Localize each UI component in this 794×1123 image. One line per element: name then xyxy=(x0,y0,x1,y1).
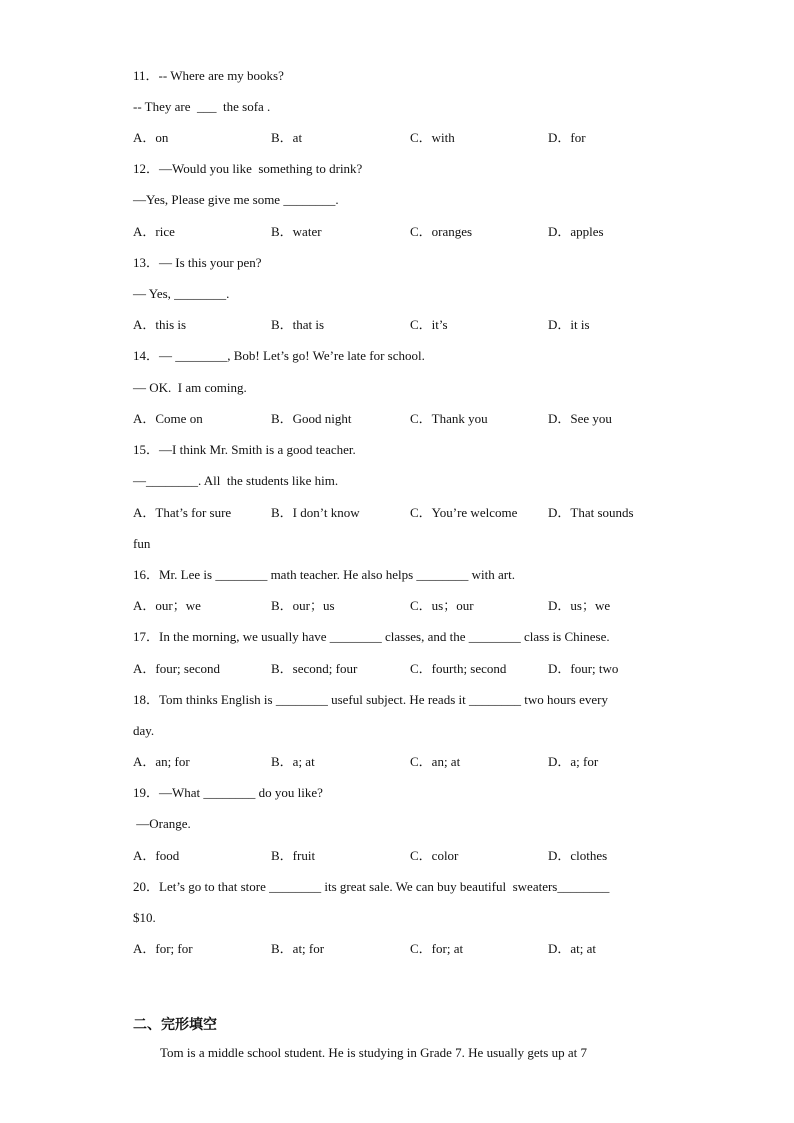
option-d[interactable]: D．clothes xyxy=(548,848,608,863)
option-a[interactable]: A．food xyxy=(133,848,180,863)
section-title: 二、完形填空 xyxy=(133,1017,217,1033)
option-c[interactable]: C．an; at xyxy=(410,754,461,769)
question-13-stem: 13．— Is this your pen? xyxy=(133,255,262,270)
question-16-stem: 16．Mr. Lee is ________ math teacher. He also helps ________ with art. xyxy=(133,567,515,582)
question-16-options xyxy=(133,598,693,614)
question-13-options xyxy=(133,317,693,333)
option-c[interactable]: C．Thank you xyxy=(410,411,488,426)
option-b[interactable]: B．I don’t know xyxy=(271,505,360,520)
option-a[interactable]: A．That’s for sure xyxy=(133,505,232,520)
option-a[interactable]: A．Come on xyxy=(133,411,203,426)
option-d[interactable]: D．at; at xyxy=(548,941,597,956)
question-20-options xyxy=(133,941,693,957)
question-13-line2: — Yes, ________. xyxy=(133,286,230,301)
question-14-options xyxy=(133,411,693,427)
option-a[interactable]: A．on xyxy=(133,130,169,145)
question-17-stem: 17．In the morning, we usually have ________ classes, and the ________ class is Chinese. xyxy=(133,629,610,644)
option-b[interactable]: B．second; four xyxy=(271,661,358,676)
question-15-stem: 15．—I think Mr. Smith is a good teacher. xyxy=(133,442,356,457)
option-b[interactable]: B．Good night xyxy=(271,411,352,426)
question-11-stem: 11．-- Where are my books? xyxy=(133,68,284,83)
question-12-stem: 12．—Would you like something to drink? xyxy=(133,161,363,176)
option-a[interactable]: A．our；we xyxy=(133,598,201,613)
question-17-options xyxy=(133,661,693,677)
option-b[interactable]: B．that is xyxy=(271,317,325,332)
question-15-line2: —________. All the students like him. xyxy=(133,473,339,488)
question-18-stem-wrap: day. xyxy=(133,723,155,738)
option-d[interactable]: D．a; for xyxy=(548,754,599,769)
option-d[interactable]: D．for xyxy=(548,130,586,145)
option-c[interactable]: C．with xyxy=(410,130,455,145)
option-d[interactable]: D．it is xyxy=(548,317,590,332)
option-d[interactable]: D．apples xyxy=(548,224,604,239)
question-14-line2: — OK. I am coming. xyxy=(133,380,247,395)
question-18-options xyxy=(133,754,693,770)
option-b[interactable]: B．fruit xyxy=(271,848,316,863)
passage-first-line: Tom is a middle school student. He is studying in Grade 7. He usually gets up at 7 xyxy=(160,1045,587,1060)
question-11-line2: -- They are ___ the sofa . xyxy=(133,99,271,114)
option-a[interactable]: A．this is xyxy=(133,317,187,332)
option-b[interactable]: B．water xyxy=(271,224,322,239)
option-b[interactable]: B．a; at xyxy=(271,754,315,769)
question-15-options xyxy=(133,505,693,521)
option-c[interactable]: C．oranges xyxy=(410,224,473,239)
question-20-stem: 20．Let’s go to that store ________ its great sale. We can buy beautiful sweaters________ xyxy=(133,879,610,894)
option-c[interactable]: C．You’re welcome xyxy=(410,505,518,520)
option-d[interactable]: D．us；we xyxy=(548,598,611,613)
question-11-options xyxy=(133,130,693,146)
option-a[interactable]: A．four; second xyxy=(133,661,221,676)
question-19-stem: 19．—What ________ do you like? xyxy=(133,785,323,800)
question-15-option-d-wrap: fun xyxy=(133,536,151,551)
option-d[interactable]: D．See you xyxy=(548,411,612,426)
option-a[interactable]: A．rice xyxy=(133,224,175,239)
option-d[interactable]: D．four; two xyxy=(548,661,619,676)
option-c[interactable]: C．for; at xyxy=(410,941,464,956)
question-14-stem: 14．— ________, Bob! Let’s go! We’re late for school. xyxy=(133,348,425,363)
option-b[interactable]: B．our；us xyxy=(271,598,335,613)
question-12-line2: —Yes, Please give me some ________. xyxy=(133,192,339,207)
question-19-line2: —Orange. xyxy=(133,816,191,831)
question-20-stem-wrap: $10. xyxy=(133,910,156,925)
option-a[interactable]: A．for; for xyxy=(133,941,193,956)
question-12-options xyxy=(133,224,693,240)
option-a[interactable]: A．an; for xyxy=(133,754,190,769)
option-c[interactable]: C．color xyxy=(410,848,459,863)
option-c[interactable]: C．fourth; second xyxy=(410,661,507,676)
option-c[interactable]: C．it’s xyxy=(410,317,448,332)
option-d[interactable]: D．That sounds xyxy=(548,505,634,520)
question-19-options xyxy=(133,848,693,864)
option-b[interactable]: B．at; for xyxy=(271,941,325,956)
option-b[interactable]: B．at xyxy=(271,130,303,145)
option-c[interactable]: C．us；our xyxy=(410,598,474,613)
question-18-stem: 18．Tom thinks English is ________ useful subject. He reads it ________ two hours every xyxy=(133,692,608,707)
